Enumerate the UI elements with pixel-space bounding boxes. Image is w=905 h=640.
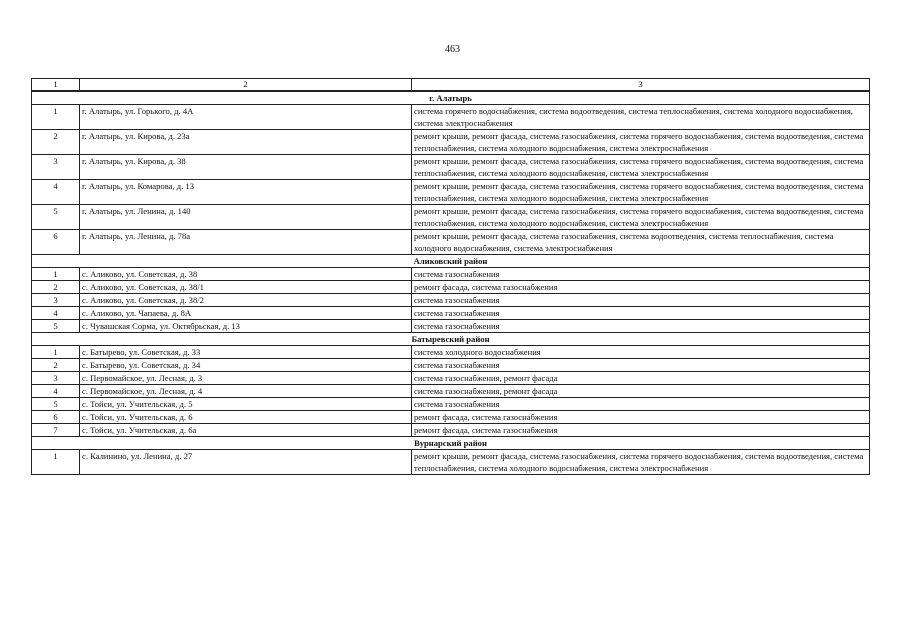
row-number: 7: [32, 424, 80, 437]
table-row: [32, 359, 870, 372]
table-body: [32, 79, 870, 475]
row-works: ремонт крыши, ремонт фасада, система газоснабжения, система горячего водоснабжения, система водоотведения, система теплоснабжения, система холодного водоснабжения, система электроснабжения: [412, 130, 870, 155]
row-works: ремонт крыши, ремонт фасада, система газоснабжения, система водоотведения, система теплоснабжения, система холодного водоснабжения, система электроснабжения: [412, 230, 870, 255]
row-number: 5: [32, 398, 80, 411]
table-row: [32, 130, 870, 155]
row-address: с. Аликово, ул. Советская, д. 38: [80, 268, 412, 281]
row-works: система газоснабжения: [412, 320, 870, 333]
row-works: ремонт фасада, система газоснабжения: [412, 281, 870, 294]
row-address: г. Алатырь, ул. Ленина, д. 78а: [80, 230, 412, 255]
row-address: с. Калинино, ул. Ленина, д. 27: [80, 450, 412, 475]
table-row: [32, 307, 870, 320]
row-address: г. Алатырь, ул. Ленина, д. 140: [80, 205, 412, 230]
table-row: [32, 424, 870, 437]
row-works: система горячего водоснабжения, система водоотведения, система теплоснабжения, система холодного водоснабжения, система электроснабжения: [412, 105, 870, 130]
row-works: система газоснабжения, ремонт фасада: [412, 372, 870, 385]
row-works: система газоснабжения: [412, 398, 870, 411]
table-row: [32, 268, 870, 281]
row-address: с. Аликово, ул. Советская, д. 38/1: [80, 281, 412, 294]
row-works: система газоснабжения: [412, 359, 870, 372]
table-row: [32, 105, 870, 130]
table-row: [32, 385, 870, 398]
row-number: 5: [32, 205, 80, 230]
row-number: 2: [32, 359, 80, 372]
row-number: 3: [32, 294, 80, 307]
row-address: с. Батырево, ул. Советская, д. 34: [80, 359, 412, 372]
row-address: с. Чувашская Сорма, ул. Октябрьская, д. 13: [80, 320, 412, 333]
row-address: с. Первомайское, ул. Лесная, д. 4: [80, 385, 412, 398]
row-number: 6: [32, 411, 80, 424]
row-address: с. Тойси, ул. Учительская, д. 6а: [80, 424, 412, 437]
row-address: г. Алатырь, ул. Горького, д. 4А: [80, 105, 412, 130]
table-row: [32, 205, 870, 230]
section-title: Вурнарский район: [32, 437, 870, 450]
table-row: [32, 155, 870, 180]
row-address: с. Тойси, ул. Учительская, д. 5: [80, 398, 412, 411]
header-col-works: 3: [412, 79, 870, 92]
row-address: с. Аликово, ул. Советская, д. 38/2: [80, 294, 412, 307]
row-number: 5: [32, 320, 80, 333]
row-works: ремонт крыши, ремонт фасада, система газоснабжения, система горячего водоснабжения, система водоотведения, система теплоснабжения, система холодного водоснабжения, система электроснабжения: [412, 205, 870, 230]
row-number: 4: [32, 180, 80, 205]
row-number: 4: [32, 307, 80, 320]
table-row: [32, 281, 870, 294]
row-address: г. Алатырь, ул. Кирова, д. 23а: [80, 130, 412, 155]
row-works: ремонт фасада, система газоснабжения: [412, 411, 870, 424]
row-works: ремонт крыши, ремонт фасада, система газоснабжения, система горячего водоснабжения, система водоотведения, система теплоснабжения, система холодного водоснабжения, система электроснабжения: [412, 450, 870, 475]
row-number: 1: [32, 105, 80, 130]
buildings-table: [31, 78, 870, 475]
row-number: 3: [32, 155, 80, 180]
row-works: система газоснабжения: [412, 268, 870, 281]
row-works: ремонт крыши, ремонт фасада, система газоснабжения, система горячего водоснабжения, система водоотведения, система теплоснабжения, система холодного водоснабжения, система электроснабжения: [412, 180, 870, 205]
row-number: 4: [32, 385, 80, 398]
table-row: [32, 372, 870, 385]
table-row: [32, 180, 870, 205]
page-number: 463: [445, 44, 460, 55]
section-header-row: [32, 255, 870, 268]
row-number: 1: [32, 268, 80, 281]
row-number: 1: [32, 346, 80, 359]
row-number: 2: [32, 130, 80, 155]
row-number: 3: [32, 372, 80, 385]
section-header-row: [32, 91, 870, 105]
header-col-number: 1: [32, 79, 80, 92]
table-row: [32, 294, 870, 307]
row-works: система газоснабжения, ремонт фасада: [412, 385, 870, 398]
row-address: с. Тойси, ул. Учительская, д. 6: [80, 411, 412, 424]
table-row: [32, 398, 870, 411]
table-row: [32, 230, 870, 255]
section-title: г. Алатырь: [32, 91, 870, 105]
row-address: г. Алатырь, ул. Кирова, д. 38: [80, 155, 412, 180]
table-row: [32, 411, 870, 424]
row-address: с. Батырево, ул. Советская, д. 33: [80, 346, 412, 359]
row-works: система холодного водоснабжения: [412, 346, 870, 359]
header-row: [32, 79, 870, 92]
row-number: 1: [32, 450, 80, 475]
row-address: г. Алатырь, ул. Комарова, д. 13: [80, 180, 412, 205]
table-row: [32, 346, 870, 359]
section-title: Аликовский район: [32, 255, 870, 268]
row-number: 6: [32, 230, 80, 255]
row-address: с. Первомайское, ул. Лесная, д. 3: [80, 372, 412, 385]
row-works: система газоснабжения: [412, 294, 870, 307]
table-row: [32, 450, 870, 475]
row-address: с. Аликово, ул. Чапаева, д. 8А: [80, 307, 412, 320]
header-col-address: 2: [80, 79, 412, 92]
row-works: ремонт крыши, ремонт фасада, система газоснабжения, система горячего водоснабжения, система водоотведения, система теплоснабжения, система холодного водоснабжения, система электроснабжения: [412, 155, 870, 180]
row-works: ремонт фасада, система газоснабжения: [412, 424, 870, 437]
section-header-row: [32, 333, 870, 346]
row-works: система газоснабжения: [412, 307, 870, 320]
section-title: Батыревский район: [32, 333, 870, 346]
table-row: [32, 320, 870, 333]
section-header-row: [32, 437, 870, 450]
row-number: 2: [32, 281, 80, 294]
